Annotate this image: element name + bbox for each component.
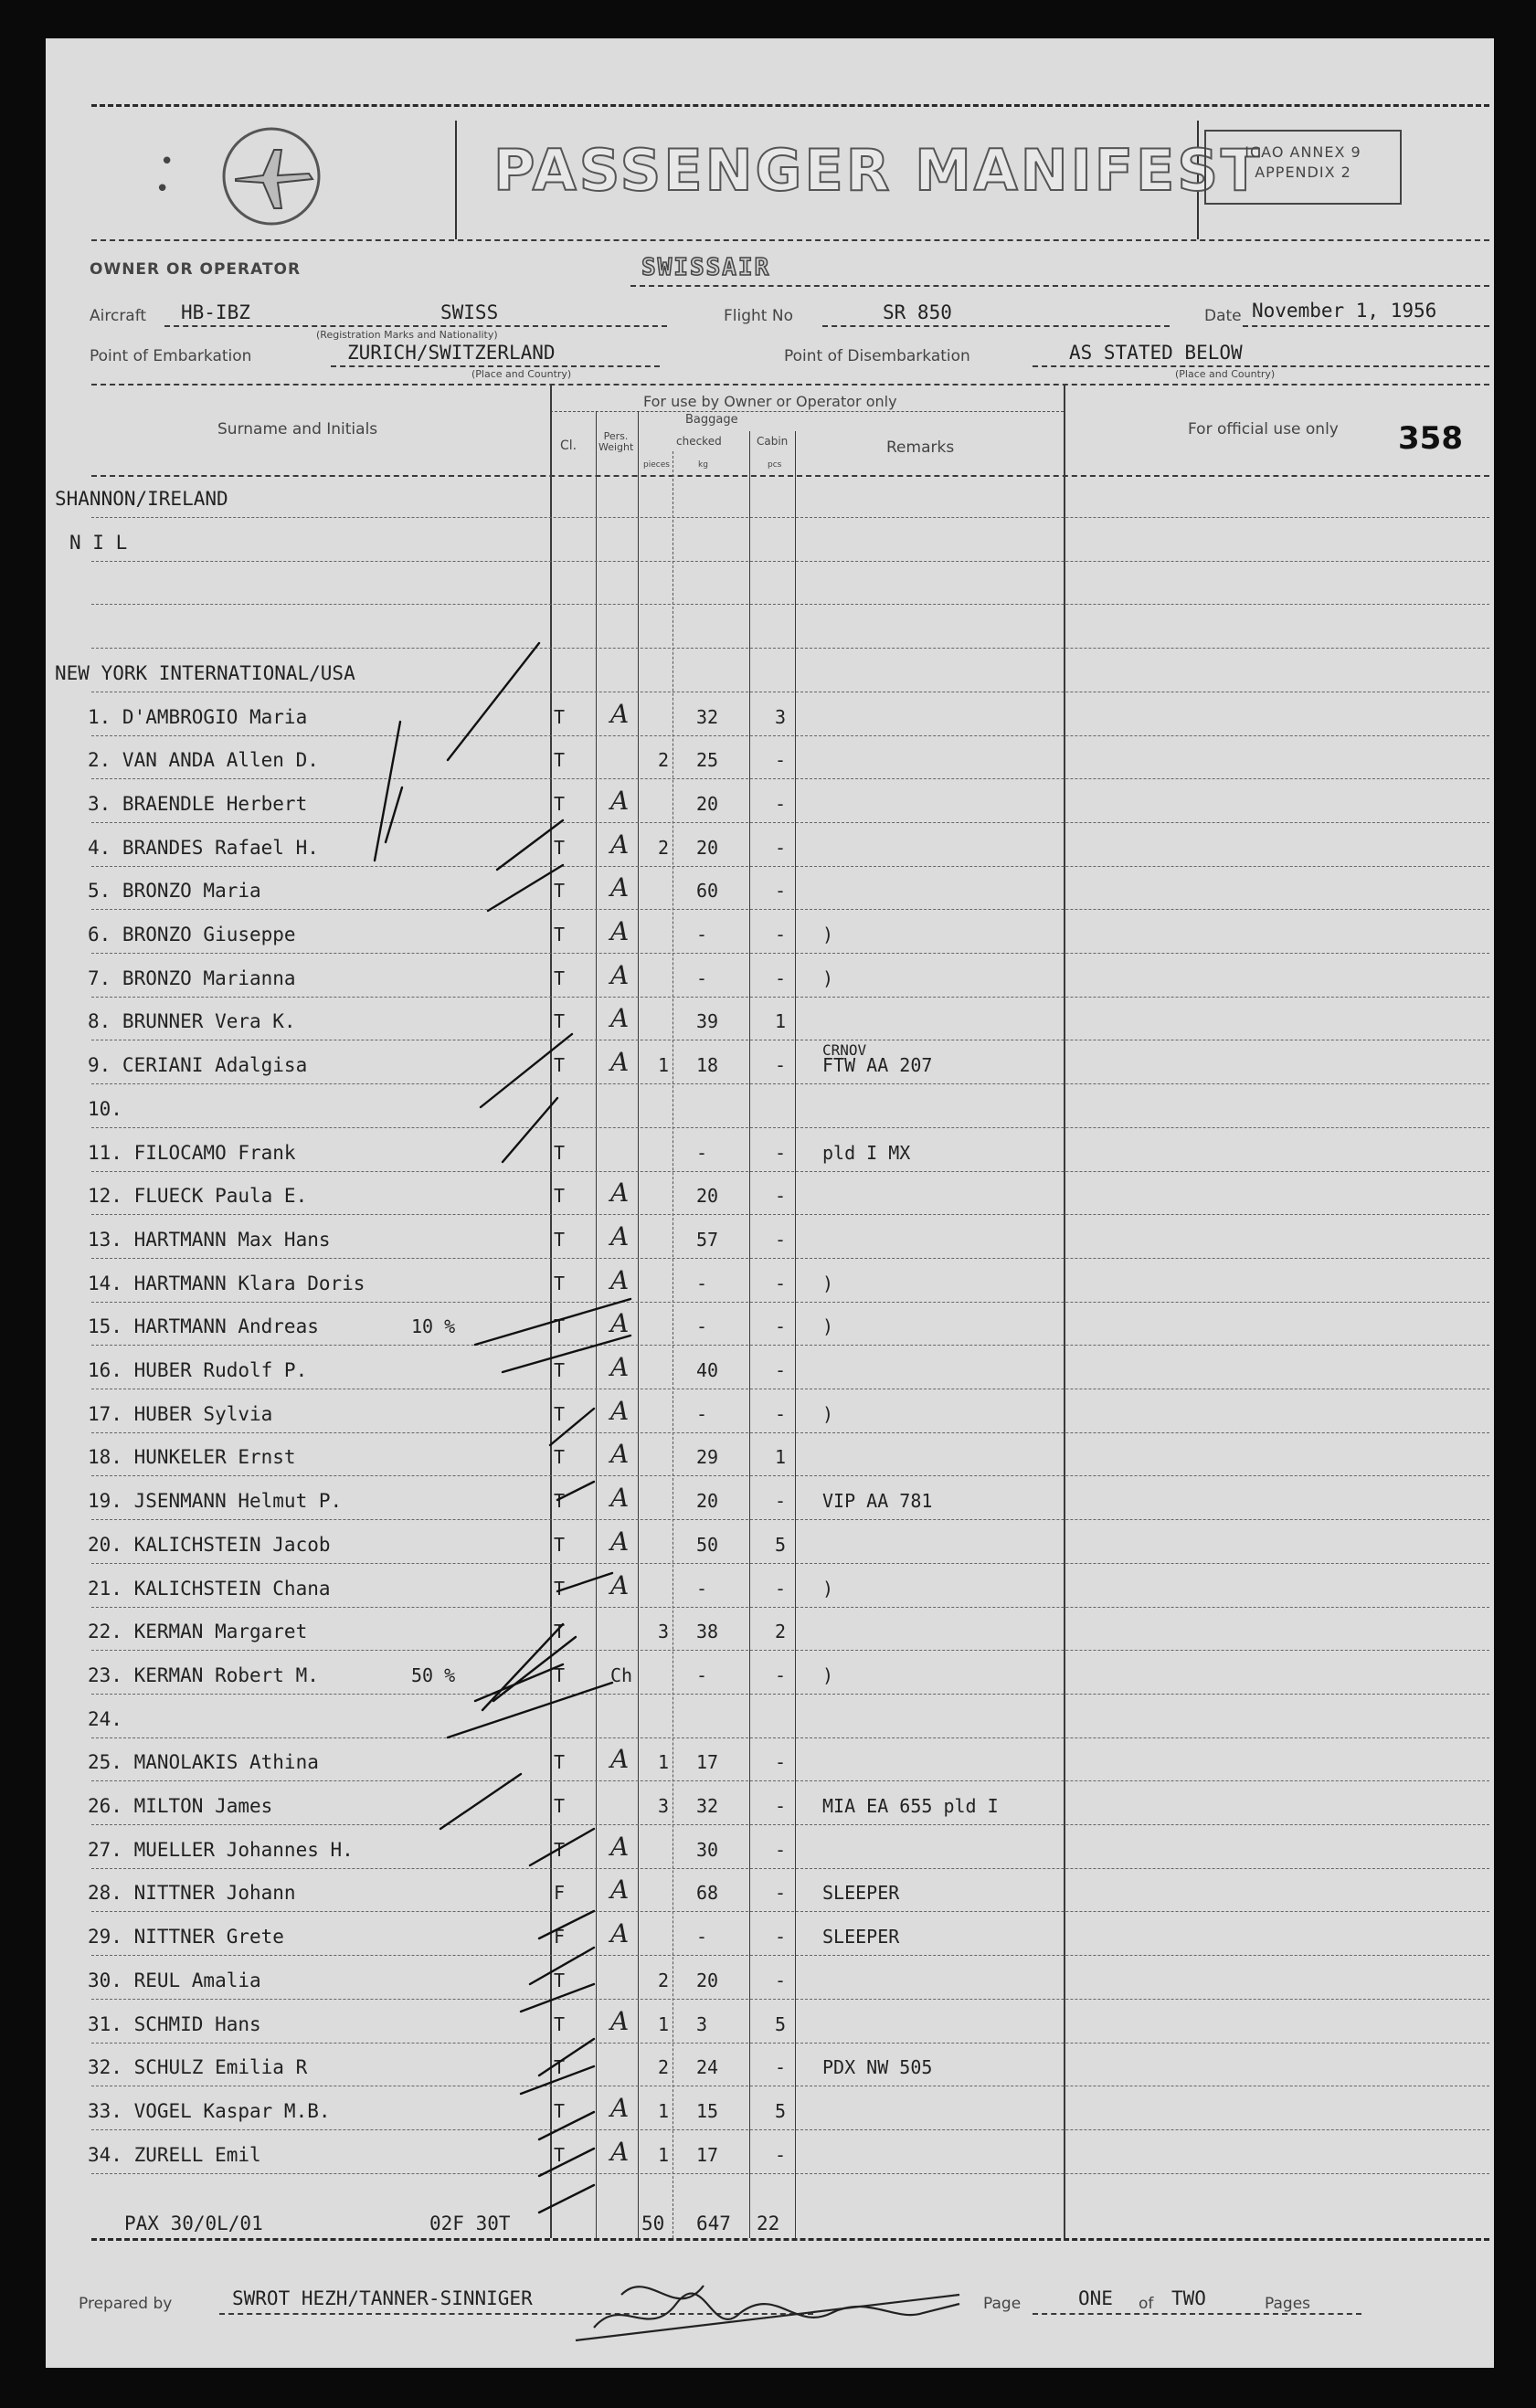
row-cab: - — [775, 1751, 787, 1774]
row-name: 33. VOGEL Kaspar M.B. — [88, 2099, 331, 2122]
row-pcs: 1 — [658, 1054, 670, 1077]
row-cab: 5 — [775, 1533, 787, 1556]
row-kg: 20 — [696, 792, 719, 815]
row-wt: A — [610, 1526, 630, 1557]
row-pcs: 3 — [658, 1795, 670, 1817]
row-percent: 50 % — [411, 1663, 456, 1686]
row-wt: A — [610, 916, 630, 946]
kg-header: kg — [698, 460, 708, 470]
row-name: 22. KERMAN Margaret — [88, 1621, 308, 1643]
row-kg: - — [696, 1402, 708, 1425]
page-number-stamp: 358 — [1398, 420, 1463, 457]
row-rem: ) — [822, 924, 834, 945]
row-kg: - — [696, 924, 708, 945]
row-cl: T — [554, 1795, 566, 1817]
owner-label: OWNER OR OPERATOR — [90, 260, 302, 279]
row-cab: - — [775, 1228, 787, 1251]
row-name: N I L — [69, 531, 128, 554]
row-cl: T — [554, 1228, 566, 1251]
row-cab: - — [775, 1577, 787, 1600]
row-name: 9. CERIANI Adalgisa — [88, 1054, 308, 1077]
row-name: 28. NITTNER Johann — [88, 1882, 296, 1905]
row-cab: - — [775, 966, 787, 989]
row-name: 15. HARTMANN Andreas — [88, 1315, 319, 1338]
row-rem: ) — [822, 1315, 834, 1338]
disembark-value: AS STATED BELOW — [1069, 342, 1243, 364]
row-cab: - — [775, 1838, 787, 1861]
owner-use-header: For use by Owner or Operator only — [643, 393, 897, 410]
row-kg: 39 — [696, 1010, 719, 1033]
row-name: 19. JSENMANN Helmut P. — [88, 1490, 343, 1513]
embark-sublabel: (Place and Country) — [471, 368, 572, 380]
row-kg: 29 — [696, 1446, 719, 1469]
row-kg: 20 — [696, 836, 719, 859]
row-rem: SLEEPER — [822, 1926, 900, 1949]
row-name: 18. HUNKELER Ernst — [88, 1446, 296, 1469]
prepared-label: Prepared by — [79, 2295, 173, 2313]
surname-header: Surname and Initials — [217, 420, 378, 438]
row-cab: 3 — [775, 705, 787, 728]
row-kg: - — [696, 966, 708, 989]
row-name: 29. NITTNER Grete — [88, 1926, 284, 1949]
aircraft-sublabel: (Registration Marks and Nationality) — [316, 329, 498, 341]
row-name: 20. KALICHSTEIN Jacob — [88, 1533, 331, 1556]
row-cl: T — [554, 1490, 566, 1513]
row-kg: 25 — [696, 749, 719, 772]
row-name: NEW YORK INTERNATIONAL/USA — [55, 661, 355, 684]
row-cl: T — [554, 1751, 566, 1774]
row-cab: - — [775, 1882, 787, 1905]
row-rem: ) — [822, 1272, 834, 1294]
row-name: 12. FLUECK Paula E. — [88, 1185, 308, 1208]
manifest-sheet: • • PASSENGER MANIFEST ICAO ANNEX 9 APPENDIX 2 OWNER OR OPERATOR SWISSAIR Aircraft HB-IBZ SWISS (Registration Marks and Nationality) Flight No SR 850 Date November 1, 1956 Point of Embarkation ZURICH/SWITZERLAND (Place and Country) Point of Disembarkation AS STATED BELOW (Place and Country) Surname and Initials For use by Owner or Operator only Cl. Pers. Weight Baggage checked Cabin pieces kg pcs Remarks For official use only 358 SHANNON/IRELAND N I L NEW YORK INTERNATIONAL/USA 1. D'AMBROGIO Maria T A 32 3 2. VAN ANDA Allen D. T 2 25 - 3. BRAENDLE Herbert T A 20 - 4. BRANDES Rafael H. T A 2 20 - 5. BRONZO Maria T A 60 - 6. BRONZO Giuseppe T A - - ) 7. BRONZO Marianna T A - - ) 8. BRUNNER Vera K. T A 39 1 9. CERIANI Adalgisa T A 1 18 - FTW AA 207 CRNOV 10. 11. FILOCAMO Frank T - - pld I MX 12. FLUECK Paula E. T A 20 - 13. HARTMANN Max Hans T A 57 - 14. HARTMANN Klara Doris T A - - ) 15. HARTMANN Andreas T A - - ) 10 % 16. HUBER Rudolf P. T A 40 - 17. HUBER Sylvia T A - - ) 18. HUNKELER Ernst T A 29 1 19. JSENMANN Helmut P. T A 20 - VIP AA 781 20. KALICHSTEIN Jacob T A 50 5 21. KALICHSTEIN Chana T A - - ) 22. KERMAN Margaret T 3 38 2 23. KERMAN Robert M. T Ch - - ) 50 % 24. 25. MANOLAKIS Athina T A 1 17 - 26. MILTON James T 3 32 - MIA EA 655 pld I 27. MUELLER Johannes H. T A 30 - 28. NITTNER Johann F A 68 - SLEEPER 29. NITTNER Grete F A - - SLEEPER 30. REUL Amalia T 2 20 - 31. SCHMID Hans T A 1 3 5 32. SCHULZ Emilia R T 2 24 - PDX NW 505 33. VOGEL Kaspar M.B. T A 1 15 5 34. ZURELL Emil T A 1 17 - PAX 30/0L/01 02F 30T 50 647 22 Prepared by SWROT HEZH/TANNER-SINNIGER Page ONE of TWO Pages — [46, 38, 1494, 2368]
row-cl: T — [554, 1577, 566, 1600]
row-cl: T — [554, 2099, 566, 2122]
row-kg: 57 — [696, 1228, 719, 1251]
row-cab: - — [775, 792, 787, 815]
row-name: 5. BRONZO Maria — [88, 880, 261, 903]
totals-kg: 647 — [696, 2213, 731, 2234]
owner-value: SWISSAIR — [641, 254, 771, 281]
row-cl: T — [554, 792, 566, 815]
row-kg: 17 — [696, 1751, 719, 1774]
row-name: 1. D'AMBROGIO Maria — [88, 705, 308, 728]
flight-date: November 1, 1956 — [1252, 300, 1437, 322]
baggage-header: Baggage — [685, 413, 738, 427]
cabin-pcs-header: pcs — [768, 460, 782, 470]
row-name: 17. HUBER Sylvia — [88, 1402, 273, 1425]
row-remark-top: CRNOV — [822, 1041, 867, 1060]
embark-label: Point of Embarkation — [90, 347, 252, 365]
row-wt: A — [610, 872, 630, 903]
row-name: 2. VAN ANDA Allen D. — [88, 749, 319, 772]
row-kg: 60 — [696, 880, 719, 903]
row-name: 25. MANOLAKIS Athina — [88, 1751, 319, 1774]
row-name: 24. — [88, 1707, 122, 1730]
row-rem: ) — [822, 966, 834, 989]
row-pcs: 2 — [658, 2056, 670, 2079]
totals-pieces: 50 — [641, 2213, 665, 2234]
row-name: 31. SCHMID Hans — [88, 2012, 261, 2035]
row-wt: A — [610, 1395, 630, 1426]
row-name: 7. BRONZO Marianna — [88, 966, 296, 989]
row-rem: FTW AA 207 — [822, 1054, 933, 1077]
row-wt: A — [610, 1178, 630, 1209]
row-wt: A — [610, 698, 630, 729]
row-pcs: 2 — [658, 836, 670, 859]
row-wt: A — [610, 1003, 630, 1034]
row-rem: SLEEPER — [822, 1882, 900, 1905]
row-kg: - — [696, 1272, 708, 1294]
row-pcs: 1 — [658, 2012, 670, 2035]
row-cl: T — [554, 1402, 566, 1425]
row-cab: - — [775, 1402, 787, 1425]
row-cl: T — [554, 2143, 566, 2166]
row-cab: 5 — [775, 2012, 787, 2035]
row-name: 3. BRAENDLE Herbert — [88, 792, 308, 815]
prepared-by-value: SWROT HEZH/TANNER-SINNIGER — [232, 2287, 533, 2309]
row-kg: - — [696, 1315, 708, 1338]
row-name: 32. SCHULZ Emilia R — [88, 2056, 308, 2079]
row-wt: A — [610, 1047, 630, 1078]
row-name: 8. BRUNNER Vera K. — [88, 1010, 296, 1033]
row-pcs: 2 — [658, 1969, 670, 1991]
row-cab: 2 — [775, 1621, 787, 1643]
aircraft-label: Aircraft — [90, 307, 147, 325]
row-name: SHANNON/IRELAND — [55, 488, 228, 510]
manifest-title: PASSENGER MANIFEST — [493, 137, 1263, 204]
row-wt: A — [610, 785, 630, 816]
remarks-header: Remarks — [886, 438, 955, 457]
disembark-label: Point of Disembarkation — [784, 347, 970, 365]
embark-value: ZURICH/SWITZERLAND — [347, 342, 556, 364]
row-kg: - — [696, 1577, 708, 1600]
row-cab: - — [775, 1490, 787, 1513]
page-label: Page — [983, 2295, 1022, 2313]
row-cl: T — [554, 1010, 566, 1033]
totals-pax: PAX 30/0L/01 — [124, 2213, 263, 2234]
row-cab: 1 — [775, 1446, 787, 1469]
row-wt: A — [610, 1264, 630, 1295]
aircraft-nationality: SWISS — [440, 301, 499, 323]
row-kg: 24 — [696, 2056, 719, 2079]
row-rem: pld I MX — [822, 1141, 911, 1164]
row-kg: 38 — [696, 1621, 719, 1643]
row-kg: 15 — [696, 2099, 719, 2122]
row-name: 26. MILTON James — [88, 1795, 273, 1817]
row-wt: A — [610, 829, 630, 860]
row-name: 10. — [88, 1097, 122, 1120]
row-cl: T — [554, 2056, 566, 2079]
row-rem: ) — [822, 1402, 834, 1425]
row-rem: MIA EA 655 pld I — [822, 1795, 999, 1817]
row-name: 34. ZURELL Emil — [88, 2143, 261, 2166]
row-name: 27. MUELLER Johannes H. — [88, 1838, 354, 1861]
row-wt: A — [610, 1918, 630, 1949]
row-pcs: 1 — [658, 2143, 670, 2166]
row-cl: T — [554, 1446, 566, 1469]
row-cl: T — [554, 966, 566, 989]
row-cl: T — [554, 1185, 566, 1208]
row-cab: - — [775, 2143, 787, 2166]
row-cab: - — [775, 1926, 787, 1949]
row-kg: 50 — [696, 1533, 719, 1556]
row-wt: Ch — [610, 1663, 633, 1686]
row-kg: 20 — [696, 1969, 719, 1991]
row-cl: T — [554, 1054, 566, 1077]
row-cl: T — [554, 1141, 566, 1164]
row-kg: 3 — [696, 2012, 708, 2035]
row-cab: - — [775, 749, 787, 772]
class-header: Cl. — [560, 438, 577, 453]
row-pcs: 1 — [658, 2099, 670, 2122]
row-cl: T — [554, 1315, 566, 1338]
pieces-header: pieces — [643, 460, 670, 470]
row-cl: T — [554, 1533, 566, 1556]
official-use-header: For official use only — [1188, 420, 1339, 438]
pers-weight-header: Pers. Weight — [599, 430, 634, 453]
row-kg: 30 — [696, 1838, 719, 1861]
row-cl: T — [554, 924, 566, 945]
row-cl: F — [554, 1882, 566, 1905]
row-cl: F — [554, 1926, 566, 1949]
row-name: 30. REUL Amalia — [88, 1969, 261, 1991]
row-name: 6. BRONZO Giuseppe — [88, 924, 296, 945]
row-wt: A — [610, 959, 630, 990]
row-kg: - — [696, 1926, 708, 1949]
row-wt: A — [610, 1831, 630, 1862]
row-wt: A — [610, 2136, 630, 2167]
row-kg: 18 — [696, 1054, 719, 1077]
row-name: 14. HARTMANN Klara Doris — [88, 1272, 365, 1294]
page-value: ONE — [1078, 2287, 1113, 2309]
row-cab: - — [775, 1272, 787, 1294]
row-cab: - — [775, 880, 787, 903]
row-cl: T — [554, 1663, 566, 1686]
disembark-sublabel: (Place and Country) — [1175, 368, 1276, 380]
row-cab: - — [775, 2056, 787, 2079]
row-name: 4. BRANDES Rafael H. — [88, 836, 319, 859]
flight-number: SR 850 — [883, 301, 952, 323]
row-wt: A — [610, 1483, 630, 1514]
cabin-header: Cabin — [757, 435, 789, 448]
row-name: 13. HARTMANN Max Hans — [88, 1228, 331, 1251]
row-pcs: 3 — [658, 1621, 670, 1643]
row-cl: T — [554, 2012, 566, 2035]
row-kg: 32 — [696, 1795, 719, 1817]
row-cab: - — [775, 1663, 787, 1686]
row-kg: 32 — [696, 705, 719, 728]
row-wt: A — [610, 1569, 630, 1600]
row-cl: T — [554, 1621, 566, 1643]
row-wt: A — [610, 1439, 630, 1470]
row-wt: A — [610, 1308, 630, 1339]
checked-header: checked — [676, 435, 722, 448]
icao-annex: ICAO ANNEX 9 — [1245, 143, 1361, 161]
row-cl: T — [554, 1838, 566, 1861]
row-rem: VIP AA 781 — [822, 1490, 933, 1513]
row-cl: T — [554, 1359, 566, 1381]
row-kg: 20 — [696, 1490, 719, 1513]
row-cl: T — [554, 749, 566, 772]
row-wt: A — [610, 1875, 630, 1906]
row-cl: T — [554, 1969, 566, 1991]
row-kg: - — [696, 1141, 708, 1164]
row-name: 23. KERMAN Robert M. — [88, 1663, 319, 1686]
row-pcs: 1 — [658, 1751, 670, 1774]
row-wt: A — [610, 2092, 630, 2123]
row-kg: 68 — [696, 1882, 719, 1905]
flight-label: Flight No — [724, 307, 793, 325]
row-kg: - — [696, 1663, 708, 1686]
aircraft-registration: HB-IBZ — [181, 301, 250, 323]
row-kg: 40 — [696, 1359, 719, 1381]
row-wt: A — [610, 1744, 630, 1775]
row-cab: 1 — [775, 1010, 787, 1033]
totals-class-summary: 02F 30T — [429, 2213, 511, 2234]
row-cab: - — [775, 836, 787, 859]
row-name: 16. HUBER Rudolf P. — [88, 1359, 308, 1381]
row-cab: 5 — [775, 2099, 787, 2122]
of-label: of — [1139, 2295, 1154, 2313]
icao-appendix: APPENDIX 2 — [1255, 164, 1351, 181]
row-wt: A — [610, 2005, 630, 2036]
row-kg: 20 — [696, 1185, 719, 1208]
row-cab: - — [775, 1315, 787, 1338]
row-cab: - — [775, 1054, 787, 1077]
row-cl: T — [554, 1272, 566, 1294]
row-cl: T — [554, 880, 566, 903]
date-label: Date — [1204, 307, 1242, 325]
of-value: TWO — [1171, 2287, 1206, 2309]
row-cab: - — [775, 1359, 787, 1381]
row-cab: - — [775, 1141, 787, 1164]
row-rem: PDX NW 505 — [822, 2056, 933, 2079]
handwritten-marks — [46, 38, 1494, 2368]
row-kg: 17 — [696, 2143, 719, 2166]
row-cab: - — [775, 1185, 787, 1208]
row-name: 11. FILOCAMO Frank — [88, 1141, 296, 1164]
row-wt: A — [610, 1352, 630, 1382]
pages-label: Pages — [1265, 2295, 1311, 2313]
row-cab: - — [775, 1795, 787, 1817]
row-percent: 10 % — [411, 1315, 456, 1338]
row-pcs: 2 — [658, 749, 670, 772]
row-rem: ) — [822, 1663, 834, 1686]
row-cab: - — [775, 1969, 787, 1991]
row-cab: - — [775, 924, 787, 945]
row-cl: T — [554, 836, 566, 859]
row-name: 21. KALICHSTEIN Chana — [88, 1577, 331, 1600]
row-wt: A — [610, 1220, 630, 1252]
row-rem: ) — [822, 1577, 834, 1600]
row-cl: T — [554, 705, 566, 728]
totals-cabin: 22 — [757, 2213, 780, 2234]
